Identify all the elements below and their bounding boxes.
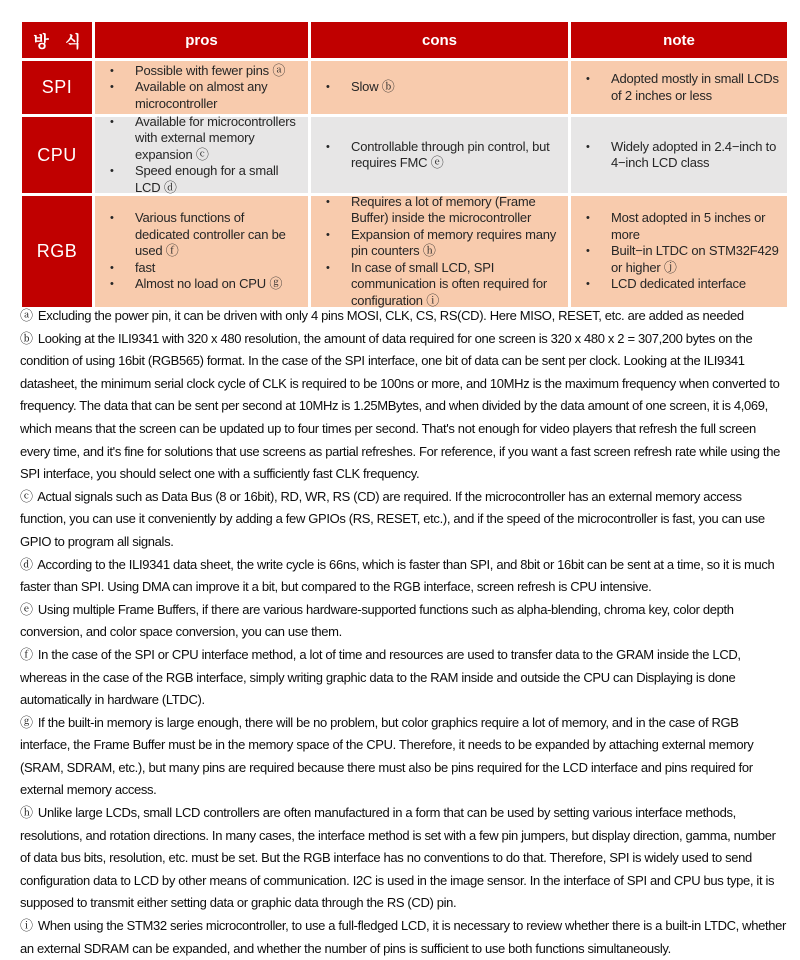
bullet-icon: •: [586, 212, 590, 225]
bullet-text: Built−in LTDC on STM32F429 or higher ⓙ: [611, 243, 779, 275]
footnote-3: [20, 554, 786, 599]
bullet-icon: •: [110, 81, 114, 94]
bullet-text: Slow ⓑ: [351, 79, 395, 95]
footnote-mark: ⓘ: [20, 918, 33, 934]
footnote-mark: ⓕ: [20, 646, 33, 662]
footnote-2: [20, 486, 786, 554]
bullet-item: [95, 63, 304, 80]
spi-cons-cell: [311, 61, 568, 114]
footnote-text: According to the ILI9341 data sheet, the write cycle is 66ns, which is faster than SPI, and 8bit or 16bit can be sent at a time, so it is much faster than SPI. Using DMA can improve it a bit, but compared to the RGB interface, screen refresh is CPU intensive.: [20, 556, 775, 595]
bullet-list: [95, 110, 308, 201]
footnote-8: [20, 915, 786, 960]
column-header-note: note: [571, 22, 787, 58]
cpu-note-cell: [571, 117, 787, 193]
footnote-text: Using multiple Frame Buffers, if there are various hardware-supported functions such as alpha-blending, chroma key, color depth conversion, and color space conversion, you can use them.: [20, 601, 734, 640]
footnote-mark: ⓗ: [20, 805, 33, 821]
bullet-text: Various functions of dedicated controller can be used ⓕ: [135, 210, 286, 259]
row-label-rgb: RGB: [22, 196, 92, 307]
footnote-text: Looking at the ILI9341 with 320 x 480 resolution, the amount of data required for one screen is 320 x 480 x 2 = 307,200 bytes on the condition of using 16bit (RGB565) format. In the case of the SPI interface, one bit of data can be sent per clock. Looking at the ILI9341 datasheet, the minimum serial clock cycle of CLK is required to be 100ns or more, and 10MHz is the maximum frequency when converted to frequency. The data that can be sent per second at 10MHz is 1.25MBytes, and when divided by the data amount of one screen, it is 4,069, which means that the screen can be updated up to four times per second. That's not enough for video players that refresh the full screen every time, and it's fine for solutions that use screens as partial refreshes. For reference, if you want a fast screen refresh rate while using the SPI interface, you should select one with a sufficiently fast CLK frequency.: [20, 330, 780, 482]
spi-note-cell: [571, 61, 787, 114]
bullet-text: Adopted mostly in small LCDs of 2 inches or less: [611, 71, 779, 103]
bullet-text: Controllable through pin control, but requires FMC ⓔ: [351, 138, 550, 170]
bullet-item: [311, 227, 564, 260]
bullet-item: [571, 71, 783, 104]
bullet-icon: •: [110, 165, 114, 178]
footnote-1: [20, 328, 786, 486]
bullet-icon: •: [586, 245, 590, 258]
footnote-text: Unlike large LCDs, small LCD controllers are often manufactured in a form that can be used by setting various interface methods, resolutions, and rotation directions. In many cases, the interface method is set with a few pin jumpers, but display direction, gamma, number of data bus bits, resolution, etc. must be set. But the RGB interface has no conventions to do that. Therefore, SPI is widely used to send configuration data to LCD by other means of communication. I2C is used in the image sensor. In the interface of SPI and CPU bus type, it is supposed to transmit either setting data or graphic data through the RS (CD) pin.: [20, 805, 776, 911]
bullet-text: Widely adopted in 2.4−inch to 4−inch LCD class: [611, 138, 777, 170]
bullet-item: [571, 139, 783, 172]
cpu-pros-cell: [95, 113, 308, 195]
bullet-icon: •: [586, 140, 590, 153]
row-label-cpu: CPU: [22, 117, 92, 193]
bullet-item: [95, 276, 304, 293]
column-header-pros: pros: [95, 22, 308, 58]
bullet-text: fast: [135, 259, 156, 275]
bullet-text: Available on almost any microcontroller: [135, 79, 268, 111]
bullet-item: [95, 210, 304, 260]
footnote-text: Actual signals such as Data Bus (8 or 16bit), RD, WR, RS (CD) are required. If the microcontroller has an external memory access function, you can use it conveniently by adding a few GPIOs (RS, RESET, etc.), and if the speed of the microcontroller is fast, you can use GPIO to program all signals.: [20, 488, 765, 549]
bullet-text: LCD dedicated interface: [611, 276, 746, 292]
bullet-text: Possible with fewer pins ⓐ: [135, 62, 286, 78]
footnote-7: [20, 802, 786, 915]
bullet-text: Requires a lot of memory (Frame Buffer) inside the microcontroller: [351, 193, 536, 226]
bullet-list: [311, 75, 568, 100]
bullet-icon: •: [326, 195, 330, 208]
footnote-mark: ⓔ: [20, 601, 33, 617]
footnote-mark: ⓖ: [20, 714, 33, 730]
bullet-text: Speed enough for a small LCD ⓓ: [135, 163, 279, 195]
bullet-item: [95, 163, 304, 196]
bullet-icon: •: [110, 64, 114, 77]
bullet-icon: •: [110, 278, 114, 291]
bullet-text: Almost no load on CPU ⓖ: [135, 276, 283, 292]
bullet-icon: •: [586, 278, 590, 291]
footnote-text: When using the STM32 series microcontroller, to use a full-fledged LCD, it is necessary to review whether there is a built-in LTDC, whether an external SDRAM can be expanded, and whether the number of pins is sufficient to use both functions simultaneously.: [20, 918, 786, 956]
footnote-mark: ⓐ: [20, 308, 33, 323]
bullet-list: [95, 206, 308, 297]
bullet-icon: •: [326, 261, 330, 274]
bullet-list: [571, 206, 787, 297]
footnote-0: [20, 305, 786, 328]
bullet-list: [311, 190, 568, 314]
footnote-6: [20, 712, 786, 802]
rgb-cons-cell: [311, 193, 568, 308]
bullet-item: [95, 260, 304, 277]
bullet-icon: •: [110, 115, 114, 128]
bullet-icon: •: [326, 228, 330, 241]
bullet-text: Most adopted in 5 inches or more: [611, 210, 766, 242]
bullet-item: [311, 79, 564, 96]
bullet-item: [95, 79, 304, 112]
bullet-icon: •: [110, 261, 114, 274]
bullet-text: Expansion of memory requires many pin counters ⓗ: [351, 226, 557, 259]
comparison-table: [22, 22, 787, 307]
column-header-method: 방 식: [22, 22, 92, 58]
footnote-text: Excluding the power pin, it can be driven with only 4 pins MOSI, CLK, CS, RS(CD). Here MISO, RESET, etc. are added as needed: [37, 308, 744, 323]
bullet-icon: •: [326, 140, 330, 153]
spi-pros-cell: [95, 61, 308, 114]
bullet-item: [95, 114, 304, 164]
bullet-item: [311, 194, 564, 227]
footnote-text: In the case of the SPI or CPU interface method, a lot of time and resources are used to transfer data to the GRAM inside the LCD, whereas in the case of the RGB interface, simply writing graphic data to the RAM inside and outside the CPU can Displaying is done automatically in hardware (LTDC).: [20, 646, 741, 708]
footnote-mark: ⓒ: [20, 488, 33, 504]
bullet-item: [571, 276, 783, 293]
footnote-5: [20, 644, 786, 712]
bullet-text: Available for microcontrollers with external memory expansion ⓒ: [135, 113, 296, 162]
footnote-text: If the built-in memory is large enough, there will be no problem, but color graphics require a lot of memory, and in the case of RGB interface, the Frame Buffer must be in the memory space of the CPU. Therefore, it needs to be expanded by attaching external memory (SRAM, SDRAM, etc.), but many pins are required because there must also be pins required for the LCD interface and pins required for external memory access.: [20, 714, 754, 798]
bullet-list: [95, 59, 308, 117]
footnote-mark: ⓑ: [20, 330, 33, 346]
bullet-item: [571, 210, 783, 243]
row-label-spi: SPI: [22, 61, 92, 114]
bullet-list: [571, 67, 787, 108]
bullet-text: In case of small LCD, SPI communication is often required for configuration ⓘ: [351, 259, 548, 308]
bullet-item: [311, 139, 564, 172]
footnote-4: [20, 599, 786, 644]
bullet-icon: •: [586, 73, 590, 85]
bullet-item: [311, 260, 564, 310]
bullet-list: [311, 135, 568, 176]
bullet-list: [571, 135, 787, 176]
footnote-mark: ⓓ: [20, 556, 33, 572]
footnotes: [20, 305, 786, 960]
bullet-icon: •: [110, 212, 114, 225]
bullet-icon: •: [326, 81, 330, 94]
rgb-note-cell: [571, 196, 787, 307]
rgb-pros-cell: [95, 196, 308, 307]
cpu-cons-cell: [311, 117, 568, 193]
column-header-cons: cons: [311, 22, 568, 58]
bullet-item: [571, 243, 783, 276]
